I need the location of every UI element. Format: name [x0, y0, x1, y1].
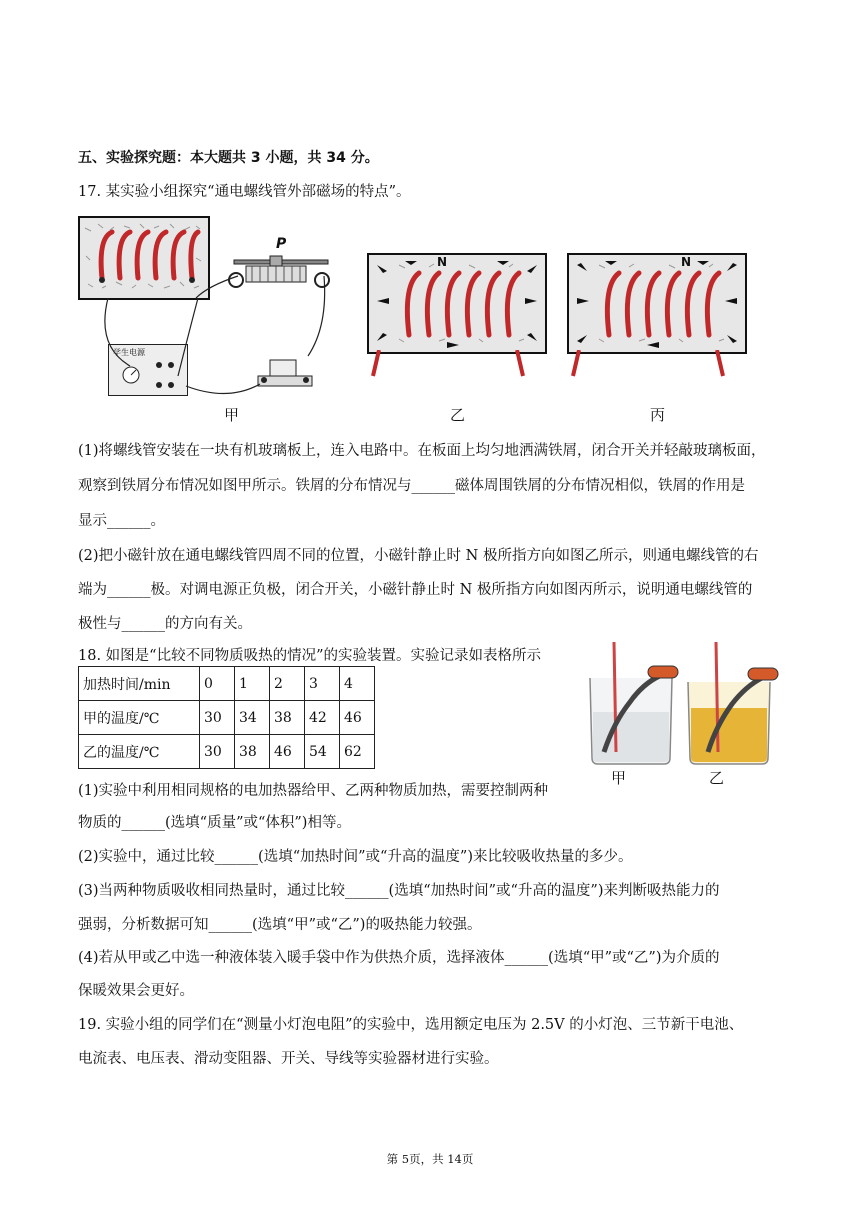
- q18-part1-line1: (1)实验中利用相同规格的电加热器给甲、乙两种物质加热，需要控制两种: [78, 783, 549, 799]
- table-cell: 38: [235, 735, 270, 769]
- table-cell: 0: [200, 667, 235, 701]
- q18-part2-line1: (2)实验中，通过比较______(选填“加热时间”或“升高的温度”)来比较吸收热量的多少。: [78, 849, 633, 865]
- figure-circuit-setup: [78, 216, 336, 410]
- circuit-wires: [78, 216, 336, 410]
- table-cell: 38: [270, 701, 305, 735]
- table-cell: 甲的温度/℃: [79, 701, 200, 735]
- lead-wires-c: [567, 350, 743, 380]
- q18-part4-line1: (4)若从甲或乙中选一种液体装入暖手袋中作为供热介质，选择液体______(选填“甲”或“乙”)为介质的: [78, 950, 720, 966]
- q19-line1: 19. 实验小组的同学们在“测量小灯泡电阻”的实验中，选用额定电压为 2.5V 的小灯泡、三节新干电池、: [78, 1017, 744, 1033]
- compass-board-b: [367, 253, 547, 354]
- q18-stem: 18. 如图是“比较不同物质吸热的情况”的实验装置。实验记录如表格所示: [78, 648, 541, 664]
- q17-part1-line1: (1)将螺线管安装在一块有机玻璃板上，连入电路中。在板面上均匀地洒满铁屑，闭合开关并轻敲玻璃板面，: [78, 443, 766, 459]
- q18-part3-line1: (3)当两种物质吸收相同热量时，通过比较______(选填“加热时间”或“升高的温度”)来判断吸热能力的: [78, 883, 720, 899]
- table-row: [79, 667, 375, 701]
- q18-part4-line2: 保暖效果会更好。: [78, 983, 194, 999]
- power-supply-label: 学生电源: [113, 348, 145, 357]
- figure-caption-a: 甲: [224, 406, 240, 424]
- q17-part1-line2: 观察到铁屑分布情况如图甲所示。铁屑的分布情况与______磁体周围铁屑的分布情况相似，铁屑的作用是: [78, 478, 745, 494]
- q18-part1-line2: 物质的______(选填“质量”或“体积”)相等。: [78, 815, 351, 831]
- compass-board-c: [567, 253, 747, 354]
- table-cell: 30: [200, 735, 235, 769]
- table-cell: 54: [305, 735, 340, 769]
- table-cell: 46: [270, 735, 305, 769]
- q17-part2-line3: 极性与______的方向有关。: [78, 616, 252, 632]
- beaker-caption-b: 乙: [709, 769, 725, 787]
- q17-stem: 17. 某实验小组探究“通电螺线管外部磁场的特点”。: [78, 184, 411, 200]
- q18-part3-line2: 强弱，分析数据可知______(选填“甲”或“乙”)的吸热能力较强。: [78, 917, 482, 933]
- lead-wires-b: [367, 350, 543, 380]
- table-cell: 42: [305, 701, 340, 735]
- table-cell: 46: [340, 701, 375, 735]
- table-cell: 4: [340, 667, 375, 701]
- beakers-figure: [584, 642, 784, 766]
- table-cell: 加热时间/min: [79, 667, 200, 701]
- temperature-table: [78, 666, 375, 769]
- table-cell: 3: [305, 667, 340, 701]
- pole-label-c: N: [681, 255, 692, 269]
- table-row: [79, 735, 375, 769]
- table-cell: 62: [340, 735, 375, 769]
- table-cell: 乙的温度/℃: [79, 735, 200, 769]
- q17-part2-line1: (2)把小磁针放在通电螺线管四周不同的位置，小磁针静止时 N 极所指方向如图乙所示，则通电螺线管的右: [78, 548, 759, 564]
- section-heading: 五、实验探究题：本大题共 3 小题，共 34 分。: [78, 150, 379, 166]
- table-row: [79, 701, 375, 735]
- q17-part1-line3: 显示______。: [78, 513, 165, 529]
- q19-line2: 电流表、电压表、滑动变阻器、开关、导线等实验器材进行实验。: [78, 1051, 499, 1067]
- figure-caption-c: 丙: [650, 406, 666, 424]
- beaker-caption-a: 甲: [611, 769, 627, 787]
- table-cell: 30: [200, 701, 235, 735]
- page-footer: 第 5页，共 14页: [386, 1152, 474, 1166]
- table-cell: 1: [235, 667, 270, 701]
- q17-part2-line2: 端为______极。对调电源正负极，闭合开关，小磁针静止时 N 极所指方向如图丙所示，说明通电螺线管的: [78, 582, 753, 598]
- table-cell: 2: [270, 667, 305, 701]
- pole-label-b: N: [437, 255, 448, 269]
- rheostat-label: P: [276, 236, 287, 252]
- table-cell: 34: [235, 701, 270, 735]
- figure-caption-b: 乙: [450, 406, 466, 424]
